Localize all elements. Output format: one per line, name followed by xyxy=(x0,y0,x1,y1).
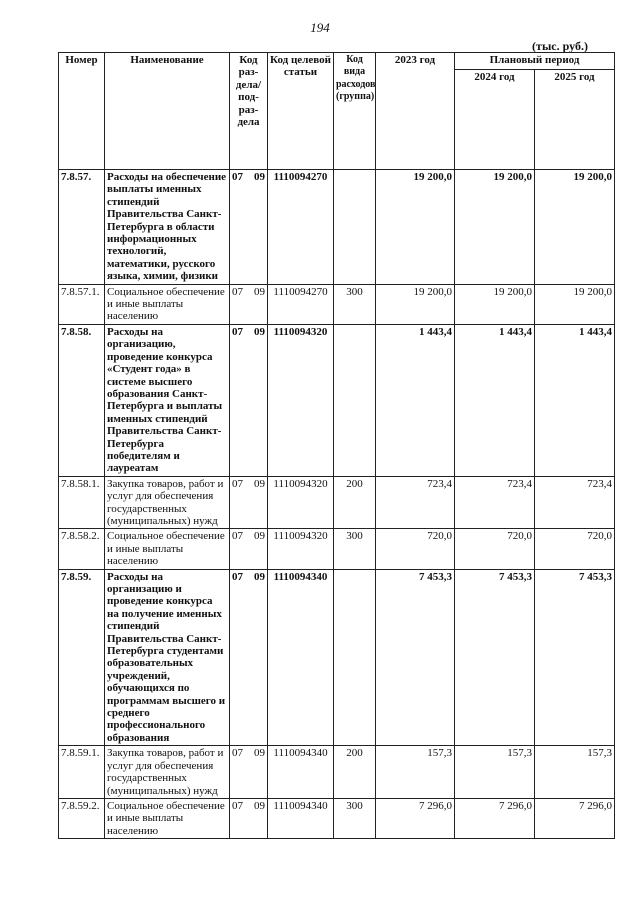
table-row xyxy=(59,170,615,285)
row-amount-2024: 7 453,3 xyxy=(455,569,535,746)
row-amount-2023: 720,0 xyxy=(376,529,455,569)
row-expense-group: 200 xyxy=(334,476,376,529)
row-amount-2025: 720,0 xyxy=(535,529,615,569)
row-section xyxy=(230,476,268,529)
table-row xyxy=(59,569,615,746)
row-name: Социальное обеспечение и иные выплаты населению xyxy=(105,529,230,569)
row-section-code: 07 xyxy=(232,477,243,490)
row-amount-2023: 7 453,3 xyxy=(376,569,455,746)
row-section xyxy=(230,798,268,838)
row-amount-2024: 157,3 xyxy=(455,746,535,799)
row-name: Расходы на обеспечение выплаты именных стипендий Правительства Санкт-Петербурга в области информационных технологий, математики, русского языка, химии, физики xyxy=(105,170,230,285)
row-target-code: 1110094270 xyxy=(268,284,334,324)
table-row xyxy=(59,476,615,529)
row-subsection-code: 09 xyxy=(254,530,265,543)
header-2025: 2025 год xyxy=(535,70,615,170)
row-target-code: 1110094270 xyxy=(268,170,334,285)
row-section-code: 07 xyxy=(232,570,243,583)
row-expense-group: 300 xyxy=(334,798,376,838)
row-section xyxy=(230,746,268,799)
row-name: Закупка товаров, работ и услуг для обеспечения государственных (муниципальных) нужд xyxy=(105,476,230,529)
row-amount-2023: 19 200,0 xyxy=(376,170,455,285)
header-2024: 2024 год xyxy=(455,70,535,170)
row-amount-2023: 19 200,0 xyxy=(376,284,455,324)
header-2023: 2023 год xyxy=(376,53,455,170)
row-subsection-code: 09 xyxy=(254,570,265,583)
row-target-code: 1110094320 xyxy=(268,324,334,476)
budget-table xyxy=(58,52,615,839)
row-section-code: 07 xyxy=(232,530,243,543)
row-section-code: 07 xyxy=(232,285,243,298)
header-number: Номер xyxy=(59,53,105,170)
row-target-code: 1110094320 xyxy=(268,529,334,569)
row-subsection-code: 09 xyxy=(254,171,265,183)
row-target-code: 1110094340 xyxy=(268,569,334,746)
row-name: Социальное обеспечение и иные выплаты населению xyxy=(105,798,230,838)
row-subsection-code: 09 xyxy=(254,747,265,760)
row-number: 7.8.58. xyxy=(59,324,105,476)
row-expense-group: 300 xyxy=(334,529,376,569)
row-expense-group: 300 xyxy=(334,284,376,324)
table-row xyxy=(59,284,615,324)
row-amount-2025: 1 443,4 xyxy=(535,324,615,476)
row-amount-2025: 19 200,0 xyxy=(535,170,615,285)
row-expense-group: 200 xyxy=(334,746,376,799)
row-expense-group xyxy=(334,324,376,476)
table-row xyxy=(59,529,615,569)
row-amount-2024: 723,4 xyxy=(455,476,535,529)
row-name: Закупка товаров, работ и услуг для обеспечения государственных (муниципальных) нужд xyxy=(105,746,230,799)
row-section xyxy=(230,170,268,285)
row-section-code: 07 xyxy=(232,171,243,183)
row-number: 7.8.59.1. xyxy=(59,746,105,799)
row-section-code: 07 xyxy=(232,325,243,338)
row-amount-2024: 1 443,4 xyxy=(455,324,535,476)
row-amount-2025: 157,3 xyxy=(535,746,615,799)
units-label: (тыс. руб.) xyxy=(532,39,588,53)
row-subsection-code: 09 xyxy=(254,799,265,812)
table-body xyxy=(59,170,615,839)
row-name: Расходы на организацию и проведение конкурса на получение именных стипендий Правительства Санкт-Петербурга студентами образовательных учреждений, обучающихся по программам высшего и среднего профессионального образования xyxy=(105,569,230,746)
row-amount-2025: 7 453,3 xyxy=(535,569,615,746)
row-number: 7.8.58.2. xyxy=(59,529,105,569)
row-section xyxy=(230,284,268,324)
header-target: Код целевой статьи xyxy=(268,53,334,170)
table-row xyxy=(59,324,615,476)
row-amount-2023: 1 443,4 xyxy=(376,324,455,476)
row-number: 7.8.58.1. xyxy=(59,476,105,529)
row-target-code: 1110094320 xyxy=(268,476,334,529)
row-subsection-code: 09 xyxy=(254,477,265,490)
row-amount-2025: 723,4 xyxy=(535,476,615,529)
row-expense-group xyxy=(334,569,376,746)
row-amount-2023: 157,3 xyxy=(376,746,455,799)
row-target-code: 1110094340 xyxy=(268,798,334,838)
page-number: 194 xyxy=(310,20,330,35)
row-amount-2025: 19 200,0 xyxy=(535,284,615,324)
row-expense-group xyxy=(334,170,376,285)
row-target-code: 1110094340 xyxy=(268,746,334,799)
header-name: Наименование xyxy=(105,53,230,170)
header-section: Код раз-дела/ под-раз-дела xyxy=(230,53,268,170)
row-amount-2024: 19 200,0 xyxy=(455,284,535,324)
header-row-1 xyxy=(59,53,615,70)
row-section xyxy=(230,529,268,569)
row-number: 7.8.59. xyxy=(59,569,105,746)
row-subsection-code: 09 xyxy=(254,285,265,298)
header-group: Код вида расходов (группа) xyxy=(334,53,376,170)
row-name: Расходы на организацию, проведение конкурса «Студент года» в системе высшего образования Санкт-Петербурга и выплаты именных стипендий Правительства Санкт-Петербурга победителям и лауреатам xyxy=(105,324,230,476)
row-amount-2024: 720,0 xyxy=(455,529,535,569)
row-section-code: 07 xyxy=(232,799,243,812)
row-amount-2023: 723,4 xyxy=(376,476,455,529)
row-number: 7.8.57.1. xyxy=(59,284,105,324)
row-amount-2023: 7 296,0 xyxy=(376,798,455,838)
row-number: 7.8.59.2. xyxy=(59,798,105,838)
row-amount-2024: 7 296,0 xyxy=(455,798,535,838)
row-subsection-code: 09 xyxy=(254,325,265,338)
row-number: 7.8.57. xyxy=(59,170,105,285)
header-plan-period: Плановый период xyxy=(455,53,615,70)
row-section xyxy=(230,324,268,476)
row-name: Социальное обеспечение и иные выплаты населению xyxy=(105,284,230,324)
table-row xyxy=(59,798,615,838)
row-amount-2024: 19 200,0 xyxy=(455,170,535,285)
table-row xyxy=(59,746,615,799)
row-section-code: 07 xyxy=(232,747,243,760)
row-section xyxy=(230,569,268,746)
row-amount-2025: 7 296,0 xyxy=(535,798,615,838)
